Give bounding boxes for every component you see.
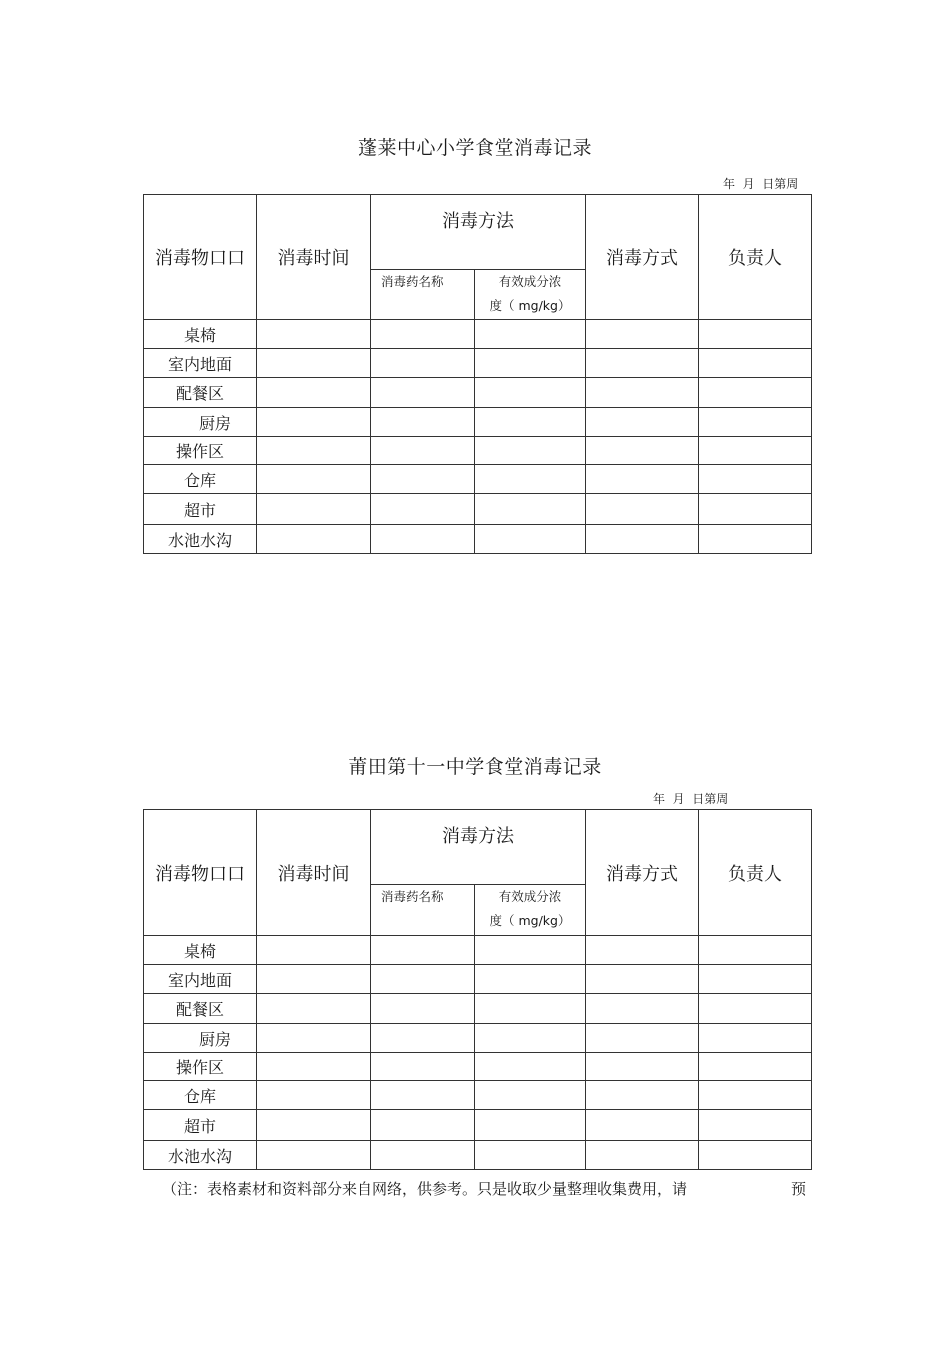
row-item-label: 厨房	[144, 408, 257, 437]
table-row	[144, 1053, 812, 1081]
row-item-label: 水池水沟	[144, 1141, 257, 1170]
table-row	[144, 320, 812, 349]
concentration-cell[interactable]	[475, 994, 586, 1024]
person-cell[interactable]	[699, 936, 812, 965]
row-item-label: 室内地面	[144, 965, 257, 994]
agent-cell[interactable]	[371, 1053, 475, 1081]
agent-cell[interactable]	[371, 525, 475, 554]
time-cell[interactable]	[257, 1110, 371, 1141]
agent-cell[interactable]	[371, 1024, 475, 1053]
agent-cell[interactable]	[371, 465, 475, 494]
time-cell[interactable]	[257, 525, 371, 554]
header-concentration	[475, 270, 586, 320]
agent-cell[interactable]	[371, 965, 475, 994]
agent-cell[interactable]	[371, 320, 475, 349]
header-concentration-line2: 度（ mg/kg）	[489, 913, 571, 928]
time-cell[interactable]	[257, 965, 371, 994]
row-item-label: 仓库	[144, 465, 257, 494]
concentration-cell[interactable]	[475, 408, 586, 437]
person-cell[interactable]	[699, 378, 812, 408]
header-agent-name: 消毒药名称	[371, 270, 475, 320]
header-time: 消毒时间	[257, 195, 371, 320]
header-item: 消毒物口口	[144, 195, 257, 320]
table-row	[144, 494, 812, 525]
date-line: 年 月 日第周	[653, 792, 729, 806]
disinfection-table	[143, 194, 812, 554]
table-row	[144, 378, 812, 408]
person-cell[interactable]	[699, 994, 812, 1024]
form-title: 莆田第十一中学食堂消毒记录	[348, 756, 602, 778]
header-method: 消毒方法	[371, 195, 586, 270]
person-cell[interactable]	[699, 1081, 812, 1110]
table-row	[144, 408, 812, 437]
mode-cell[interactable]	[586, 494, 699, 525]
table-row	[144, 1110, 812, 1141]
concentration-cell[interactable]	[475, 1081, 586, 1110]
time-cell[interactable]	[257, 1053, 371, 1081]
concentration-cell[interactable]	[475, 1053, 586, 1081]
header-mode: 消毒方式	[586, 810, 699, 936]
person-cell[interactable]	[699, 525, 812, 554]
header-method: 消毒方法	[371, 810, 586, 885]
agent-cell[interactable]	[371, 994, 475, 1024]
table-row	[144, 525, 812, 554]
row-item-label: 桌椅	[144, 936, 257, 965]
table-row	[144, 1024, 812, 1053]
concentration-cell[interactable]	[475, 320, 586, 349]
mode-cell[interactable]	[586, 994, 699, 1024]
agent-cell[interactable]	[371, 408, 475, 437]
concentration-cell[interactable]	[475, 1110, 586, 1141]
time-cell[interactable]	[257, 1081, 371, 1110]
table-row	[144, 1141, 812, 1170]
mode-cell[interactable]	[586, 1110, 699, 1141]
mode-cell[interactable]	[586, 408, 699, 437]
person-cell[interactable]	[699, 965, 812, 994]
agent-cell[interactable]	[371, 936, 475, 965]
time-cell[interactable]	[257, 349, 371, 378]
header-concentration-line2: 度（ mg/kg）	[489, 298, 571, 313]
person-cell[interactable]	[699, 1053, 812, 1081]
table-row	[144, 1081, 812, 1110]
time-cell[interactable]	[257, 994, 371, 1024]
row-item-label: 配餐区	[144, 994, 257, 1024]
header-person: 负责人	[699, 810, 812, 936]
date-line: 年 月 日第周	[723, 177, 799, 191]
agent-cell[interactable]	[371, 437, 475, 465]
concentration-cell[interactable]	[475, 1141, 586, 1170]
header-concentration-line1: 有效成分浓	[498, 274, 562, 289]
agent-cell[interactable]	[371, 1141, 475, 1170]
header-concentration	[475, 885, 586, 936]
mode-cell[interactable]	[586, 1141, 699, 1170]
footnote-text: （注：表格素材和资料部分来自网络，供参考。只是收取少量整理收集费用，请	[162, 1180, 688, 1198]
form-title: 蓬莱中心小学食堂消毒记录	[357, 137, 592, 159]
time-cell[interactable]	[257, 378, 371, 408]
header-person: 负责人	[699, 195, 812, 320]
mode-cell[interactable]	[586, 378, 699, 408]
table-row	[144, 349, 812, 378]
row-item-label: 桌椅	[144, 320, 257, 349]
row-item-label: 仓库	[144, 1081, 257, 1110]
time-cell[interactable]	[257, 465, 371, 494]
time-cell[interactable]	[257, 1024, 371, 1053]
agent-cell[interactable]	[371, 378, 475, 408]
agent-cell[interactable]	[371, 1110, 475, 1141]
concentration-cell[interactable]	[475, 525, 586, 554]
time-cell[interactable]	[257, 437, 371, 465]
header-concentration-line1: 有效成分浓	[498, 889, 562, 904]
table-row	[144, 994, 812, 1024]
header-agent-name: 消毒药名称	[371, 885, 475, 936]
table-row	[144, 965, 812, 994]
mode-cell[interactable]	[586, 965, 699, 994]
concentration-cell[interactable]	[475, 465, 586, 494]
mode-cell[interactable]	[586, 1081, 699, 1110]
mode-cell[interactable]	[586, 437, 699, 465]
row-item-label: 厨房	[144, 1024, 257, 1053]
person-cell[interactable]	[699, 408, 812, 437]
person-cell[interactable]	[699, 1024, 812, 1053]
header-time: 消毒时间	[257, 810, 371, 936]
agent-cell[interactable]	[371, 1081, 475, 1110]
row-item-label: 超市	[144, 494, 257, 525]
person-cell[interactable]	[699, 349, 812, 378]
concentration-cell[interactable]	[475, 936, 586, 965]
mode-cell[interactable]	[586, 525, 699, 554]
mode-cell[interactable]	[586, 1053, 699, 1081]
row-item-label: 室内地面	[144, 349, 257, 378]
person-cell[interactable]	[699, 494, 812, 525]
time-cell[interactable]	[257, 936, 371, 965]
agent-cell[interactable]	[371, 349, 475, 378]
footnote-tail: 预	[790, 1180, 806, 1198]
mode-cell[interactable]	[586, 465, 699, 494]
concentration-cell[interactable]	[475, 349, 586, 378]
mode-cell[interactable]	[586, 349, 699, 378]
person-cell[interactable]	[699, 320, 812, 349]
concentration-cell[interactable]	[475, 965, 586, 994]
concentration-cell[interactable]	[475, 494, 586, 525]
table-row	[144, 936, 812, 965]
table-row	[144, 465, 812, 494]
person-cell[interactable]	[699, 1110, 812, 1141]
mode-cell[interactable]	[586, 1024, 699, 1053]
time-cell[interactable]	[257, 320, 371, 349]
concentration-cell[interactable]	[475, 1024, 586, 1053]
agent-cell[interactable]	[371, 494, 475, 525]
concentration-cell[interactable]	[475, 378, 586, 408]
row-item-label: 操作区	[144, 437, 257, 465]
time-cell[interactable]	[257, 1141, 371, 1170]
mode-cell[interactable]	[586, 936, 699, 965]
footnote	[162, 1178, 810, 1199]
header-mode: 消毒方式	[586, 195, 699, 320]
mode-cell[interactable]	[586, 320, 699, 349]
person-cell[interactable]	[699, 465, 812, 494]
time-cell[interactable]	[257, 408, 371, 437]
row-item-label: 操作区	[144, 1053, 257, 1081]
time-cell[interactable]	[257, 494, 371, 525]
row-item-label: 水池水沟	[144, 525, 257, 554]
header-item: 消毒物口口	[144, 810, 257, 936]
row-item-label: 超市	[144, 1110, 257, 1141]
table-row	[144, 437, 812, 465]
person-cell[interactable]	[699, 1141, 812, 1170]
person-cell[interactable]	[699, 437, 812, 465]
disinfection-table	[143, 809, 812, 1170]
row-item-label: 配餐区	[144, 378, 257, 408]
concentration-cell[interactable]	[475, 437, 586, 465]
